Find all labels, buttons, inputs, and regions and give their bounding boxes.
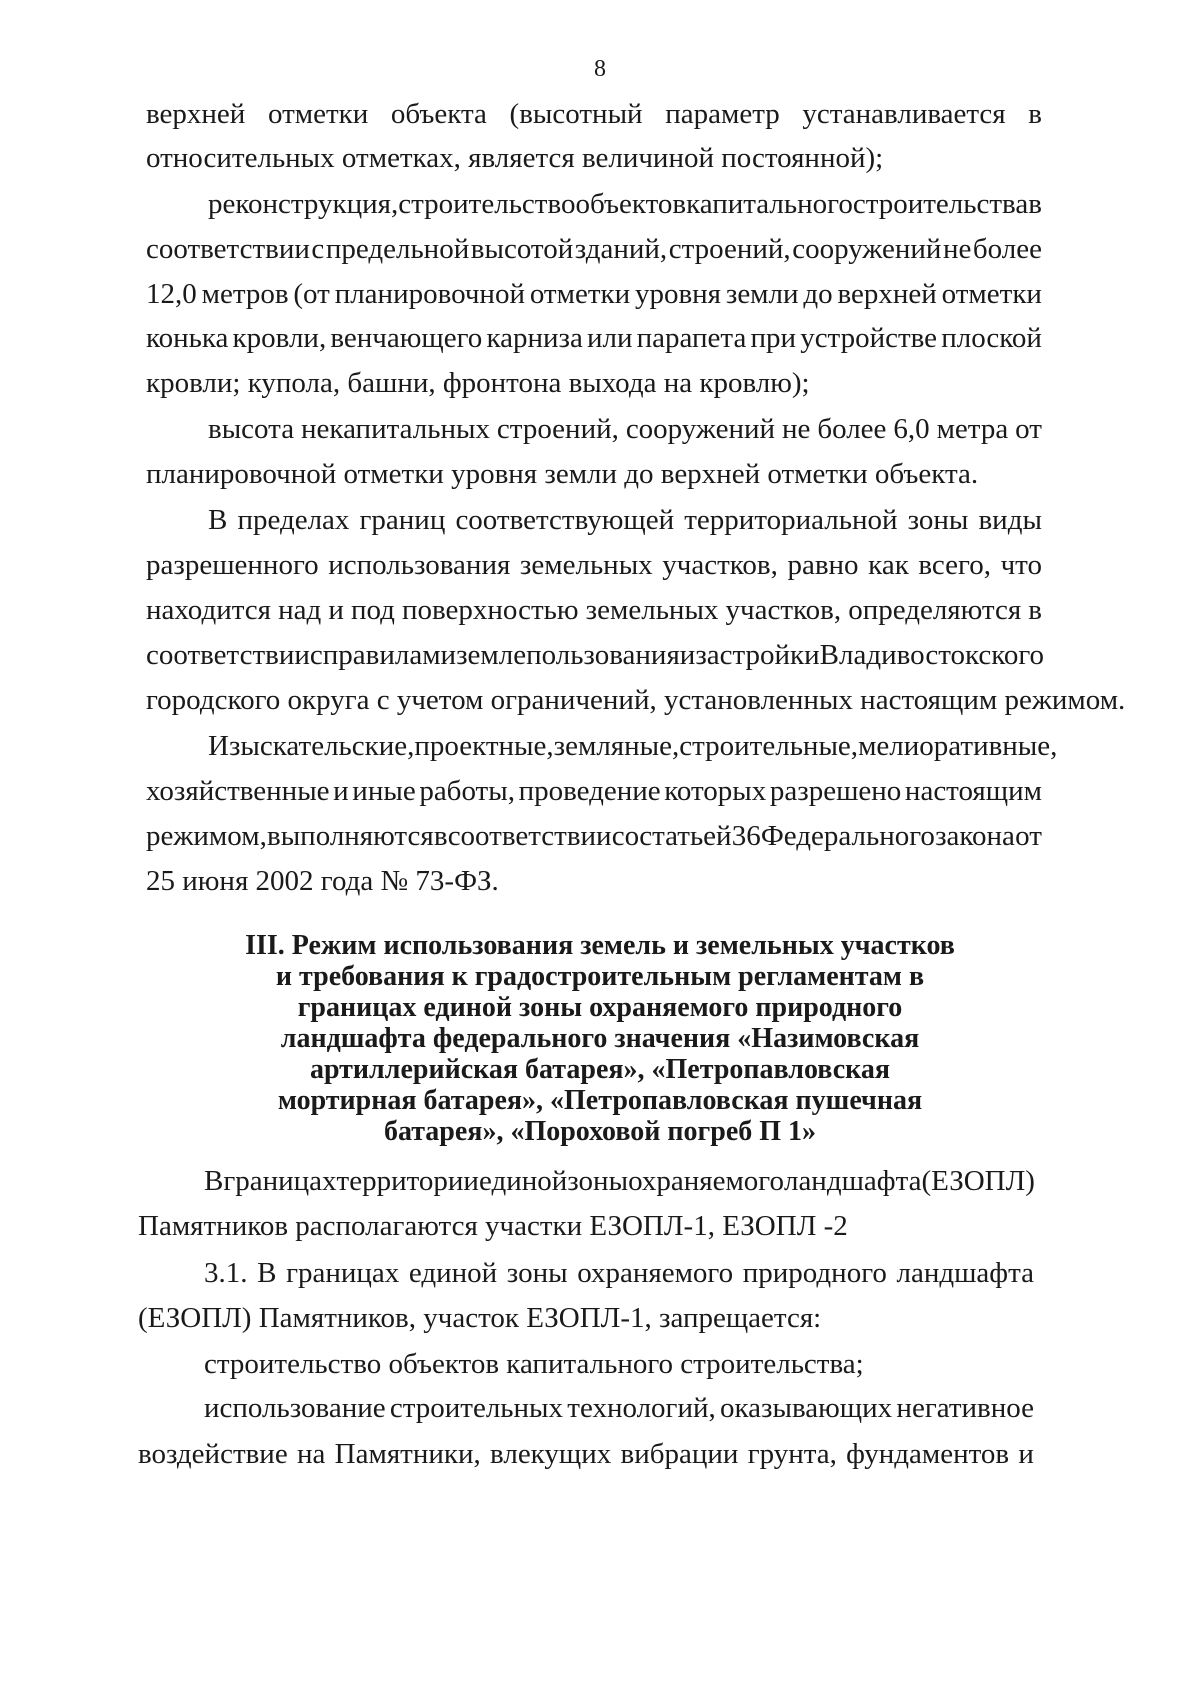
word: В: [208, 504, 228, 536]
text-line: [208, 413, 1042, 446]
word: всего,: [918, 549, 991, 581]
word: карниза: [486, 322, 583, 354]
word: режимом,: [146, 820, 267, 852]
word: которых: [664, 775, 767, 807]
section-heading-line: и требования к градостроительным регламентам в: [275, 961, 925, 992]
word: ландшафта: [896, 1257, 1034, 1289]
word: конька: [146, 322, 229, 354]
word: от: [1015, 820, 1042, 852]
word: проектные,: [414, 730, 554, 762]
word: границах: [223, 1165, 337, 1197]
word: строительных: [389, 1392, 564, 1424]
word: границ: [359, 504, 446, 536]
word: зоны: [567, 1165, 629, 1197]
word: (ЕЗОПЛ): [921, 1165, 1035, 1197]
word: виды: [978, 504, 1042, 536]
word: вибрации: [620, 1438, 739, 1470]
text-line: [146, 775, 1042, 808]
text-line: [208, 730, 1058, 763]
word: капитального: [686, 188, 853, 220]
word: ландшафта: [783, 1165, 922, 1197]
word: кровли,: [232, 322, 327, 354]
word: соответствии: [146, 639, 310, 671]
text-line: строительство объектов капитального строительства;: [204, 1348, 864, 1380]
word: и: [679, 639, 696, 671]
word: над: [278, 594, 322, 626]
word: охраняемого: [628, 1165, 784, 1197]
word: работы,: [419, 775, 515, 807]
text-line: планировочной отметки уровня земли до верхней отметки объекта.: [146, 458, 979, 490]
word: в: [1028, 594, 1042, 626]
word: строений,: [668, 233, 791, 265]
word: границах: [286, 1257, 400, 1289]
word: охраняемого: [577, 1257, 734, 1289]
word: 3.1.: [204, 1257, 248, 1289]
word: природного: [742, 1257, 887, 1289]
word: объектов: [575, 188, 687, 220]
word: равно: [787, 549, 859, 581]
word: сооружений: [792, 233, 942, 265]
word: использование: [204, 1392, 386, 1424]
text-line: (ЕЗОПЛ) Памятников, участок ЕЗОПЛ-1, запрещается:: [138, 1302, 822, 1334]
word: воздействие: [138, 1438, 288, 1470]
text-line: [208, 504, 1042, 537]
word: как: [868, 549, 909, 581]
section-heading-line: артиллерийская батарея», «Петропавловская: [309, 1054, 891, 1085]
text-line: городского округа с учетом ограничений, установленных настоящим режимом.: [146, 684, 1126, 716]
word: проведение: [518, 775, 661, 807]
word: Памятники,: [334, 1438, 481, 1470]
word: земляные,: [553, 730, 680, 762]
word: В: [204, 1165, 224, 1197]
text-line: [146, 639, 1045, 672]
word: устанавливается: [802, 98, 1006, 130]
word: (высотный: [509, 98, 643, 130]
word: со: [611, 820, 640, 852]
word: участков,: [662, 549, 778, 581]
word: не: [942, 233, 972, 265]
word: строительство: [398, 188, 576, 220]
word: метров: [201, 278, 289, 310]
word: не: [781, 413, 811, 445]
word: мелиоративные,: [858, 730, 1058, 762]
word: отметки: [941, 278, 1042, 310]
word: соответствии: [146, 233, 310, 265]
word: выполняются: [267, 820, 434, 852]
word: метра: [936, 413, 1009, 445]
text-line: Памятников располагаются участки ЕЗОПЛ-1, ЕЗОПЛ -2: [138, 1210, 848, 1242]
word: определяются: [848, 594, 1022, 626]
text-line: [138, 1438, 1034, 1471]
word: реконструкция,: [208, 188, 399, 220]
word: предельной: [325, 233, 470, 265]
text-line: 25 июня 2002 года № 73-ФЗ.: [146, 865, 499, 897]
text-line: [204, 1392, 1034, 1425]
word: и: [1018, 1438, 1034, 1470]
section-heading-line: III. Режим использования земель и земельных участков: [245, 930, 955, 961]
section-heading-line: границах единой зоны охраняемого природного: [297, 992, 903, 1023]
word: поверхностью: [401, 594, 579, 626]
word: с: [309, 639, 323, 671]
word: строений,: [496, 413, 619, 445]
section-heading-line: мортирная батарея», «Петропавловская пушечная: [277, 1085, 923, 1116]
word: Федерального: [760, 820, 935, 852]
word: земельных: [519, 549, 653, 581]
word: или: [586, 322, 633, 354]
word: землепользования: [456, 639, 680, 671]
word: в: [1028, 188, 1042, 220]
text-line: [208, 188, 1042, 221]
word: грунта,: [747, 1438, 837, 1470]
word: негативное: [896, 1392, 1034, 1424]
word: планировочной: [334, 278, 525, 310]
word: единой: [408, 1257, 498, 1289]
word: строительства: [852, 188, 1029, 220]
word: устройстве: [800, 322, 938, 354]
word: земли: [725, 278, 799, 310]
word: В: [257, 1257, 277, 1289]
text-line: [146, 549, 1042, 582]
text-line: [146, 820, 1042, 853]
section-heading-line: ландшафта федерального значения «Назимовская: [280, 1023, 920, 1054]
word: единой: [478, 1165, 568, 1197]
word: разрешенного: [146, 549, 319, 581]
word: использования: [328, 549, 511, 581]
word: венчающего: [330, 322, 483, 354]
word: территории: [336, 1165, 479, 1197]
word: территориальной: [684, 504, 898, 536]
word: статьей: [639, 820, 732, 852]
word: объекта: [390, 98, 487, 130]
word: 6,0: [893, 413, 930, 445]
word: застройки: [695, 639, 820, 671]
word: с: [311, 233, 325, 265]
text-line: [146, 594, 1042, 627]
text-line: [146, 278, 1042, 311]
word: соответствии: [447, 820, 612, 852]
word: отметки: [529, 278, 631, 310]
word: верхней: [837, 278, 937, 310]
word: до: [803, 278, 833, 310]
word: правилами: [322, 639, 457, 671]
word: пределах: [237, 504, 350, 536]
word: в: [433, 820, 448, 852]
text-line: [204, 1257, 1034, 1290]
word: зданий,: [574, 233, 668, 265]
word: технологий,: [567, 1392, 716, 1424]
word: и: [333, 775, 349, 807]
word: Изыскательские,: [208, 730, 415, 762]
word: иные: [352, 775, 416, 807]
word: фундаментов: [846, 1438, 1010, 1470]
word: 12,0: [146, 278, 197, 310]
word: сооружений: [625, 413, 776, 445]
word: что: [1000, 549, 1042, 581]
word: в: [1028, 98, 1042, 130]
text-line: относительных отметках, является величиной постоянной);: [146, 142, 884, 174]
section-heading-line: батарея», «Пороховой погреб П 1»: [383, 1116, 817, 1147]
word: от: [1015, 413, 1042, 445]
word: 36: [731, 820, 761, 852]
word: парапета: [636, 322, 747, 354]
word: уровня: [634, 278, 722, 310]
word: высота: [208, 413, 295, 445]
word: на: [296, 1438, 326, 1470]
word: более: [972, 233, 1042, 265]
word: находится: [146, 594, 271, 626]
word: верхней: [146, 98, 246, 130]
word: отметки: [267, 98, 369, 130]
word: влекущих: [490, 1438, 612, 1470]
word: настоящим: [904, 775, 1042, 807]
word: высотой: [470, 233, 574, 265]
text-line: [146, 233, 1042, 266]
word: участков,: [725, 594, 842, 626]
word: под: [350, 594, 395, 626]
text-line: кровли; купола, башни, фронтона выхода на кровлю);: [146, 367, 810, 399]
word: Владивостокского: [819, 639, 1045, 671]
text-line: [146, 322, 1042, 355]
text-line: [146, 98, 1042, 131]
word: и: [328, 594, 344, 626]
word: закона: [935, 820, 1015, 852]
word: зоны: [506, 1257, 568, 1289]
word: соответствующей: [455, 504, 675, 536]
word: разрешено: [769, 775, 902, 807]
page-number: 8: [594, 56, 606, 82]
word: зоны: [907, 504, 969, 536]
word: хозяйственные: [146, 775, 330, 807]
word: плоской: [941, 322, 1042, 354]
word: оказывающих: [720, 1392, 893, 1424]
text-line: [204, 1165, 1034, 1198]
word: (от: [293, 278, 330, 310]
word: земельных: [585, 594, 719, 626]
word: при: [750, 322, 797, 354]
word: параметр: [665, 98, 780, 130]
word: некапитальных: [301, 413, 490, 445]
word: более: [817, 413, 887, 445]
word: строительные,: [679, 730, 859, 762]
